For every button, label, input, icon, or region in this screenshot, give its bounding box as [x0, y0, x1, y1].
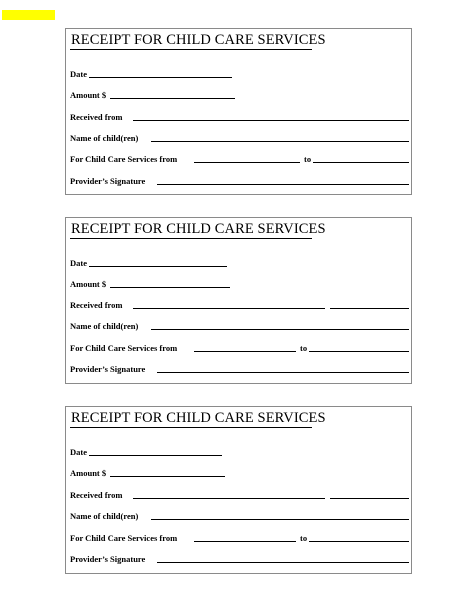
receipt-title: RECEIPT FOR CHILD CARE SERVICES — [71, 221, 326, 237]
signature-field[interactable] — [157, 184, 409, 185]
date-row — [70, 445, 405, 459]
services-to-field[interactable] — [309, 541, 409, 542]
received-from-label: Received from — [70, 112, 123, 122]
child-name-row — [70, 131, 405, 145]
child-name-label: Name of child(ren) — [70, 321, 139, 331]
signature-row — [70, 552, 405, 566]
amount-field[interactable] — [110, 98, 235, 99]
services-from-field[interactable] — [194, 541, 296, 542]
services-to-label: to — [300, 533, 308, 543]
signature-label: Provider’s Signature — [70, 176, 146, 186]
amount-label: Amount $ — [70, 90, 107, 100]
yellow-highlight-mark — [2, 10, 55, 20]
title-underline — [70, 238, 312, 239]
amount-field[interactable] — [110, 287, 230, 288]
received-from-label: Received from — [70, 490, 123, 500]
child-name-field[interactable] — [151, 141, 409, 142]
amount-label: Amount $ — [70, 279, 107, 289]
received-from-field[interactable] — [133, 308, 409, 309]
title-underline — [70, 427, 312, 428]
date-field[interactable] — [89, 266, 227, 267]
received-from-field[interactable] — [133, 120, 409, 121]
signature-row — [70, 174, 405, 188]
line-gap — [325, 308, 330, 309]
date-label: Date — [70, 447, 87, 457]
services-from-field[interactable] — [194, 351, 296, 352]
receipt-form-1 — [65, 28, 412, 195]
signature-field[interactable] — [157, 372, 409, 373]
child-name-row — [70, 319, 405, 333]
services-from-field[interactable] — [194, 162, 300, 163]
services-to-field[interactable] — [313, 162, 409, 163]
date-label: Date — [70, 258, 87, 268]
services-from-label: For Child Care Services from — [70, 343, 178, 353]
services-from-label: For Child Care Services from — [70, 533, 178, 543]
line-gap — [325, 498, 330, 499]
received-from-row — [70, 298, 405, 312]
date-field[interactable] — [89, 77, 232, 78]
child-name-label: Name of child(ren) — [70, 511, 139, 521]
date-row — [70, 67, 405, 81]
amount-row — [70, 88, 405, 102]
services-to-label: to — [300, 343, 308, 353]
services-to-field[interactable] — [309, 351, 409, 352]
child-name-field[interactable] — [151, 519, 409, 520]
date-field[interactable] — [89, 455, 222, 456]
receipt-form-2 — [65, 217, 412, 384]
receipt-form-3 — [65, 406, 412, 574]
child-name-field[interactable] — [151, 329, 409, 330]
signature-label: Provider’s Signature — [70, 554, 146, 564]
title-underline — [70, 49, 312, 50]
services-row — [70, 531, 405, 545]
services-row — [70, 152, 405, 166]
receipt-title: RECEIPT FOR CHILD CARE SERVICES — [71, 410, 326, 426]
signature-label: Provider’s Signature — [70, 364, 146, 374]
child-name-row — [70, 509, 405, 523]
child-name-label: Name of child(ren) — [70, 133, 139, 143]
services-row — [70, 341, 405, 355]
date-label: Date — [70, 69, 87, 79]
signature-field[interactable] — [157, 562, 409, 563]
received-from-row — [70, 488, 405, 502]
services-from-label: For Child Care Services from — [70, 154, 178, 164]
amount-field[interactable] — [110, 476, 225, 477]
signature-row — [70, 362, 405, 376]
date-row — [70, 256, 405, 270]
services-to-label: to — [304, 154, 312, 164]
amount-label: Amount $ — [70, 468, 107, 478]
received-from-row — [70, 110, 405, 124]
amount-row — [70, 277, 405, 291]
amount-row — [70, 466, 405, 480]
received-from-label: Received from — [70, 300, 123, 310]
received-from-field[interactable] — [133, 498, 409, 499]
receipt-title: RECEIPT FOR CHILD CARE SERVICES — [71, 32, 326, 48]
